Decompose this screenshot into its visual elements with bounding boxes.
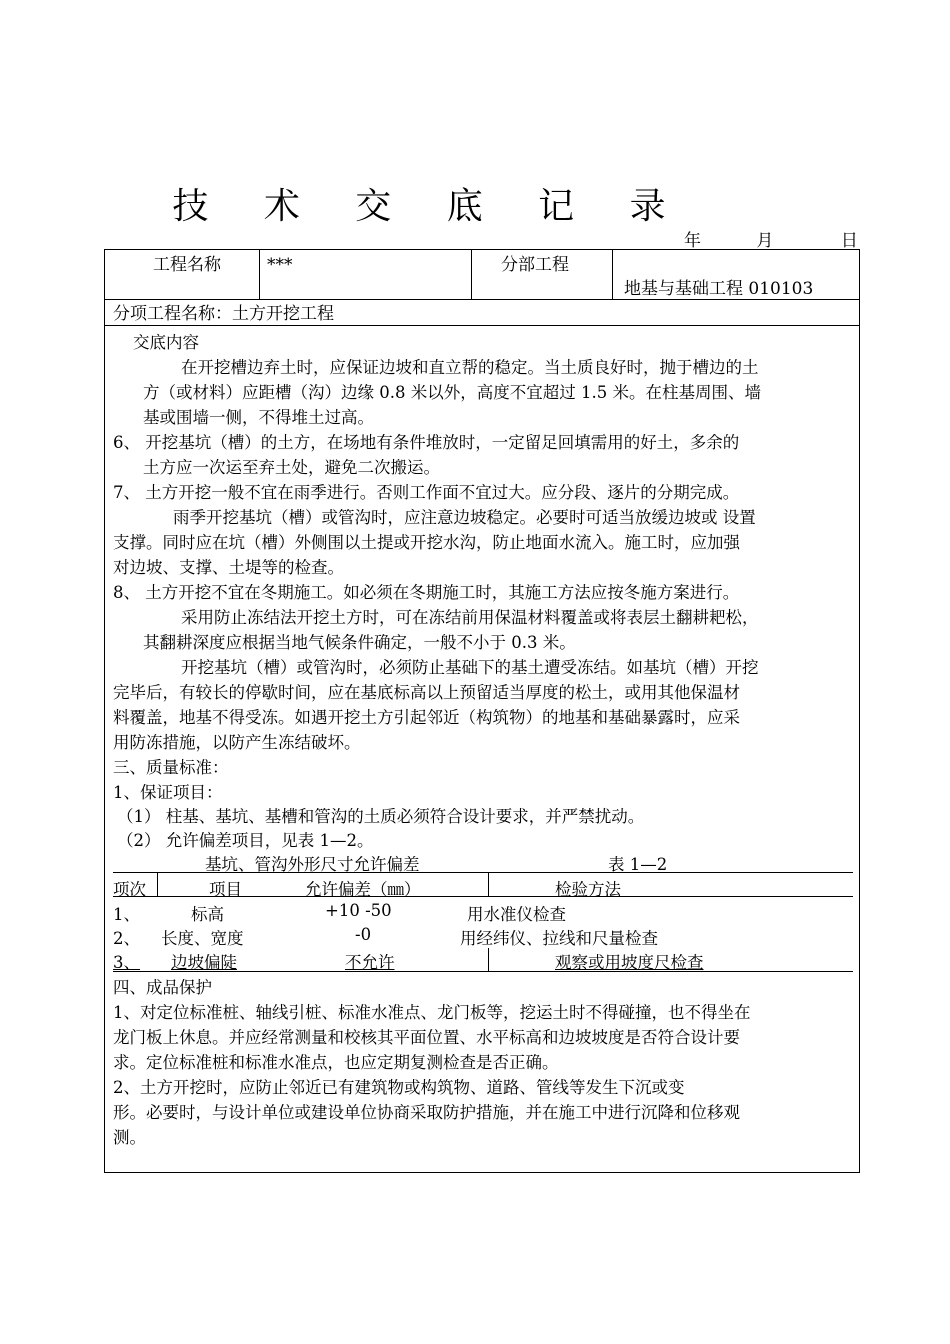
text-line: 开挖基坑（槽）或管沟时，必须防止基础下的基土遭受冻结。如基坑（槽）开挖 [181, 658, 759, 677]
divider [105, 325, 859, 326]
text-line: 用防冻措施，以防产生冻结破坏。 [113, 733, 361, 752]
record-form [104, 249, 860, 1173]
text-line: 龙门板上休息。并应经常测量和校核其平面位置、水平标高和边坡坡度是否符合设计要 [113, 1028, 740, 1047]
text-line: 测。 [113, 1128, 146, 1147]
text-line: 对边坡、支撑、土堤等的检查。 [113, 558, 344, 577]
text-line: 方（或材料）应距槽（沟）边缘 0.8 米以外，高度不宜超过 1.5 米。在柱基周围、墙 [143, 383, 761, 402]
table-rule [488, 872, 489, 896]
table-cell: +10 -50 [325, 901, 392, 920]
text-line: 1、对定位标准桩、轴线引桩、标准水准点、龙门板等，挖运土时不得碰撞，也不得坐在 [113, 1003, 751, 1022]
table-rule [157, 872, 158, 896]
text-line: 基或围墙一侧，不得堆土过高。 [143, 408, 374, 427]
project-name-label: 工程名称 [153, 255, 221, 275]
table-cell: 用经纬仪、拉线和尺量检查 [460, 929, 658, 948]
text-line: 2、土方开挖时，应防止邻近已有建筑物或构筑物、道路、管线等发生下沉或变 [113, 1078, 685, 1097]
date-day: 日 [840, 231, 858, 251]
table-cell: 1、 [113, 905, 140, 924]
table-cell: 3、 [113, 953, 140, 972]
text-line: （2） 允许偏差项目，见表 1—2。 [117, 831, 374, 850]
table-header: 项目 [209, 880, 242, 899]
text-line: 7、 土方开挖一般不宜在雨季进行。否则工作面不宜过大。应分段、逐片的分期完成。 [113, 483, 740, 502]
table-cell: -0 [355, 925, 372, 944]
text-line: 在开挖槽边弃土时，应保证边坡和直立帮的稳定。当土质良好时，抛于槽边的土 [181, 358, 759, 377]
division-label: 分部工程 [501, 255, 569, 275]
table-number: 表 1—2 [608, 855, 668, 874]
table-caption: 基坑、管沟外形尺寸允许偏差 [205, 855, 420, 874]
date-month: 月 [756, 231, 774, 251]
table-rule [113, 971, 853, 972]
project-name-value: *** [267, 255, 293, 275]
text-line: 土方应一次运至弃土处，避免二次搬运。 [143, 458, 440, 477]
table-cell: 不允许 [345, 953, 395, 972]
text-line: 8、 土方开挖不宜在冬期施工。如必须在冬期施工时，其施工方法应按冬施方案进行。 [113, 583, 740, 602]
text-line: 雨季开挖基坑（槽）或管沟时，应注意边坡稳定。必要时可适当放缓边坡或 设置 [173, 508, 756, 527]
text-line: （1） 柱基、基坑、基槽和管沟的土质必须符合设计要求，并严禁扰动。 [117, 807, 645, 826]
divider [612, 250, 613, 299]
table-rule [488, 948, 489, 972]
table-cell: 用水准仪检查 [467, 905, 566, 924]
table-cell: 标高 [191, 905, 224, 924]
division-value: 地基与基础工程 010103 [624, 279, 814, 299]
table-header: 项次 [113, 880, 146, 899]
text-line: 支撑。同时应在坑（槽）外侧围以土提或开挖水沟，防止地面水流入。施工时，应加强 [113, 533, 740, 552]
page-title: 技 术 交 底 记 录 [172, 186, 688, 227]
date-year: 年 [684, 231, 701, 251]
divider [471, 250, 472, 299]
subitem-label: 分项工程名称：土方开挖工程 [113, 304, 334, 324]
text-line: 料覆盖，地基不得受冻。如遇开挖土方引起邻近（构筑物）的地基和基础暴露时，应采 [113, 708, 740, 727]
content-heading: 交底内容 [133, 333, 199, 352]
text-line: 形。必要时，与设计单位或建设单位协商采取防护措施，并在施工中进行沉降和位移观 [113, 1103, 740, 1122]
section-heading: 四、成品保护 [113, 978, 212, 997]
date-line [684, 226, 858, 251]
table-cell: 边坡偏陡 [171, 953, 237, 972]
text-line: 采用防止冻结法开挖土方时，可在冻结前用保温材料覆盖或将表层土翻耕耙松， [181, 608, 759, 627]
table-cell: 观察或用坡度尺检查 [555, 953, 704, 972]
table-cell: 2、 [113, 929, 140, 948]
text-line: 1、保证项目： [113, 783, 223, 802]
divider [259, 250, 260, 299]
table-rule [113, 872, 853, 873]
table-header: 检验方法 [555, 880, 621, 899]
table-header: 允许偏差（㎜） [305, 880, 421, 899]
text-line: 其翻耕深度应根据当地气候条件确定，一般不小于 0.3 米。 [143, 633, 576, 652]
table-cell: 长度、宽度 [161, 929, 244, 948]
text-line: 6、 开挖基坑（槽）的土方，在场地有条件堆放时，一定留足回填需用的好土，多余的 [113, 433, 740, 452]
text-line: 完毕后，有较长的停歇时间，应在基底标高以上预留适当厚度的松土，或用其他保温材 [113, 683, 740, 702]
text-line: 求。定位标准桩和标准水准点，也应定期复测检查是否正确。 [113, 1053, 559, 1072]
section-heading: 三、质量标准： [113, 758, 229, 777]
